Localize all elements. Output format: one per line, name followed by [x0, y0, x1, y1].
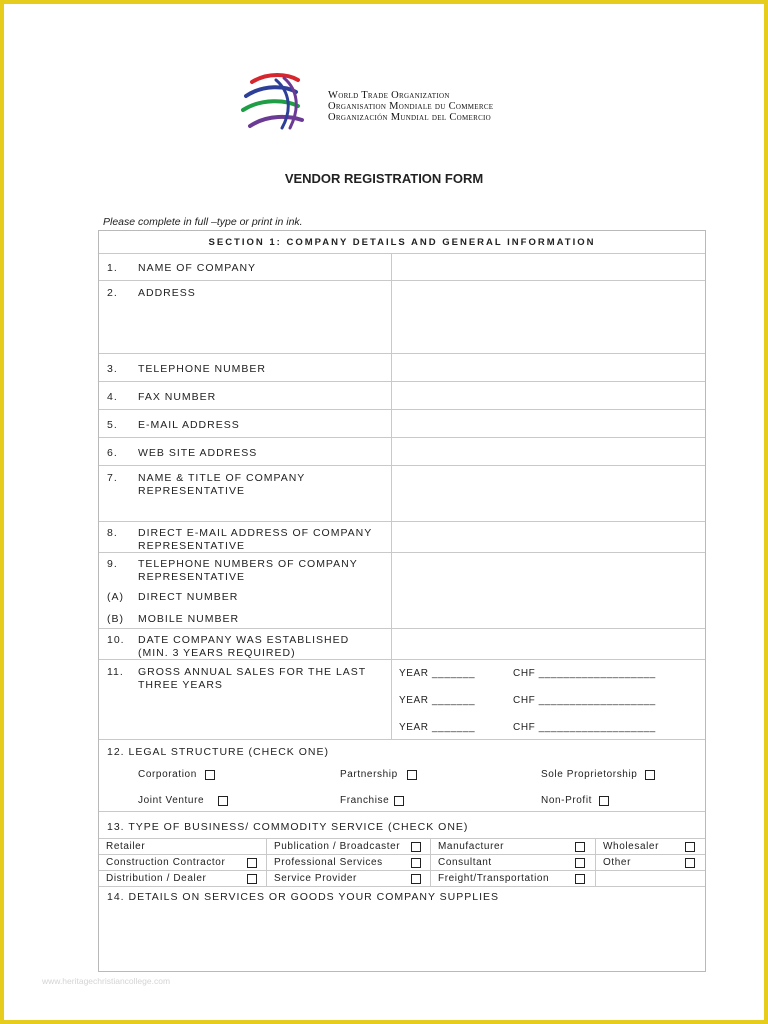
sole-proprietorship-checkbox[interactable] [645, 770, 655, 780]
field-label: GROSS ANNUAL SALES FOR THE LAST [138, 666, 367, 678]
email-input[interactable] [392, 410, 705, 437]
option-label: Other [603, 857, 632, 868]
field-label-line2: THREE YEARS [138, 679, 223, 691]
business-type-header-row [99, 812, 705, 839]
field-label: E-MAIL ADDRESS [138, 419, 240, 431]
sales-year-field[interactable]: YEAR _______ [399, 722, 476, 733]
option-label: Manufacturer [438, 841, 505, 852]
joint-venture-checkbox[interactable] [218, 796, 228, 806]
sales-chf-field[interactable]: CHF ___________________ [513, 695, 656, 706]
option-label: Service Provider [274, 873, 357, 884]
field-label-line2: REPRESENTATIVE [138, 571, 245, 583]
legal-structure-header: 12. LEGAL STRUCTURE (CHECK ONE) [107, 746, 329, 758]
freight-transportation-checkbox[interactable] [575, 874, 585, 884]
details-header: 14. DETAILS ON SERVICES OR GOODS YOUR COMPANY SUPPLIES [107, 891, 500, 903]
option-label: Publication / Broadcaster [274, 841, 401, 852]
field-row-sales [99, 660, 705, 740]
option-label: Professional Services [274, 857, 383, 868]
other-checkbox[interactable] [685, 858, 695, 868]
field-label: DATE COMPANY WAS ESTABLISHED [138, 634, 350, 646]
option-label: Non-Profit [541, 795, 593, 806]
field-number: 1. [107, 262, 118, 274]
legal-structure-row [99, 740, 705, 812]
rep-phones-input[interactable] [392, 553, 705, 628]
option-label: Distribution / Dealer [106, 873, 207, 884]
watermark: www.heritagechristiancollege.com [42, 976, 171, 986]
option-label: Retailer [106, 841, 146, 852]
established-date-input[interactable] [392, 629, 705, 659]
field-label-line2: REPRESENTATIVE [138, 485, 245, 497]
option-label: Construction Contractor [106, 857, 226, 868]
details-area[interactable] [99, 887, 705, 971]
field-number: 5. [107, 419, 118, 431]
field-number: 2. [107, 287, 118, 299]
business-grid-row [99, 839, 705, 855]
section-header-row [99, 231, 705, 254]
address-input[interactable] [392, 281, 705, 353]
wholesaler-checkbox[interactable] [685, 842, 695, 852]
partnership-checkbox[interactable] [407, 770, 417, 780]
service-provider-checkbox[interactable] [411, 874, 421, 884]
field-number: 4. [107, 391, 118, 403]
org-name-fr: Organisation Mondiale du Commerce [328, 101, 494, 112]
field-label: NAME & TITLE OF COMPANY [138, 472, 306, 484]
field-number: 7. [107, 472, 118, 484]
field-row-telephone [99, 354, 705, 382]
option-label: Freight/Transportation [438, 873, 550, 884]
field-row-email [99, 410, 705, 438]
organization-name [328, 90, 493, 123]
company-name-input[interactable] [392, 253, 705, 280]
telephone-input[interactable] [392, 354, 705, 381]
sales-chf-field[interactable]: CHF ___________________ [513, 722, 656, 733]
vendor-form-table [98, 230, 706, 972]
option-label: Joint Venture [138, 795, 205, 806]
distribution-dealer-checkbox[interactable] [247, 874, 257, 884]
sub-number: (B) [107, 613, 124, 625]
option-label: Consultant [438, 857, 492, 868]
option-label: Franchise [340, 795, 390, 806]
field-label: ADDRESS [138, 287, 196, 299]
field-label-line2: REPRESENTATIVE [138, 540, 245, 552]
field-label: TELEPHONE NUMBER [138, 363, 267, 375]
field-row-representative [99, 466, 705, 522]
field-row-rep-phones [99, 553, 705, 629]
sales-chf-field[interactable]: CHF ___________________ [513, 668, 656, 679]
field-label-line2: (MIN. 3 YEARS REQUIRED) [138, 647, 296, 659]
field-number: 8. [107, 527, 118, 539]
field-row-established [99, 629, 705, 660]
rep-email-input[interactable] [392, 522, 705, 552]
field-row-fax [99, 382, 705, 410]
option-label: Sole Proprietorship [541, 769, 638, 780]
option-label: Corporation [138, 769, 197, 780]
business-grid-row [99, 871, 705, 887]
non-profit-checkbox[interactable] [599, 796, 609, 806]
field-label: WEB SITE ADDRESS [138, 447, 258, 459]
sub-number: (A) [107, 591, 124, 603]
field-row-rep-email [99, 522, 705, 553]
sub-label: MOBILE NUMBER [138, 613, 240, 625]
field-label: FAX NUMBER [138, 391, 217, 403]
professional-services-checkbox[interactable] [411, 858, 421, 868]
field-row-name [99, 253, 705, 281]
option-label: Wholesaler [603, 841, 660, 852]
org-name-es: Organización Mundial del Comercio [328, 112, 492, 123]
business-grid-row [99, 855, 705, 871]
field-row-website [99, 438, 705, 466]
representative-input[interactable] [392, 466, 705, 521]
field-label: TELEPHONE NUMBERS OF COMPANY [138, 558, 358, 570]
corporation-checkbox[interactable] [205, 770, 215, 780]
field-number: 9. [107, 558, 118, 570]
field-row-address [99, 281, 705, 354]
wto-logo-icon [238, 70, 318, 136]
org-name-en: World Trade Organization [328, 90, 450, 101]
field-number: 3. [107, 363, 118, 375]
fax-input[interactable] [392, 382, 705, 409]
field-number: 10. [107, 634, 125, 646]
field-number: 11. [107, 666, 124, 678]
form-instructions: Please complete in full –type or print in ink. [103, 216, 303, 228]
publication-broadcaster-checkbox[interactable] [411, 842, 421, 852]
manufacturer-checkbox[interactable] [575, 842, 585, 852]
field-number: 6. [107, 447, 118, 459]
section-1-header: SECTION 1: COMPANY DETAILS AND GENERAL INFORMATION [208, 237, 596, 248]
sales-year-field[interactable]: YEAR _______ [399, 695, 476, 706]
construction-contractor-checkbox[interactable] [247, 858, 257, 868]
option-label: Partnership [340, 769, 398, 780]
field-label: DIRECT E-MAIL ADDRESS OF COMPANY [138, 527, 373, 539]
consultant-checkbox[interactable] [575, 858, 585, 868]
sales-year-field[interactable]: YEAR _______ [399, 668, 476, 679]
form-title: VENDOR REGISTRATION FORM [284, 171, 484, 186]
sub-label: DIRECT NUMBER [138, 591, 239, 603]
website-input[interactable] [392, 438, 705, 465]
business-type-header: 13. TYPE OF BUSINESS/ COMMODITY SERVICE (CHECK ONE) [107, 821, 469, 833]
franchise-checkbox[interactable] [394, 796, 404, 806]
field-label: NAME OF COMPANY [138, 262, 257, 274]
